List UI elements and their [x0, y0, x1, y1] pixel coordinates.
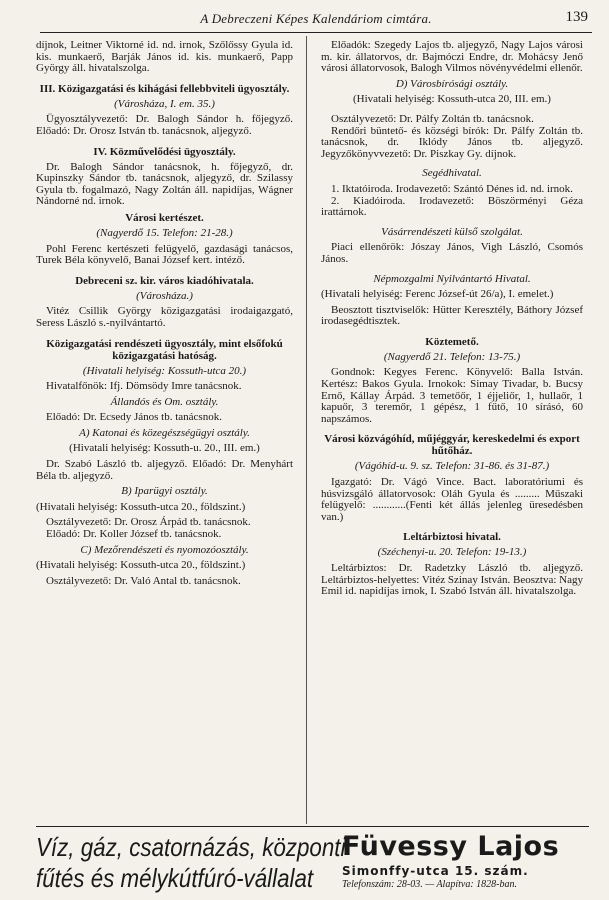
paragraph: Osztályvezető: Dr. Pálfy Zoltán tb. tanácsnok. [331, 112, 534, 125]
paragraph: Dr. Balogh Sándor tanácsnok, h. főjegyző, dr. Kupinszky Sándor tb. tanácsnok, aljegyző, dr. Szilassy Gyula tb. fogalmazó, Nagy Zoltán áll. napidíjas, Wágner Nándorné nd. irnok. [36, 160, 293, 208]
section-heading: Leltárbiztosi hivatal. [403, 531, 501, 544]
section-location: (Hivatali helyiség: Ferenc József-út 26/a), I. emelet.) [321, 288, 554, 301]
paragraph: 2. Kiadóiroda. Irodavezető: Böszörményi Géza irattárnok. [321, 194, 583, 219]
page-number: 139 [565, 9, 588, 25]
subsection-heading: A) Katonai és közegészségügyi osztály. [79, 426, 250, 439]
right-column [321, 40, 583, 598]
section-heading: Városi kertészet. [125, 211, 204, 224]
section-heading: Vásárrendészeti külső szolgálat. [381, 225, 523, 238]
paragraph: Rendőri büntető- és községi bírók: Dr. Pálfy Zoltán tb. tanácsnok, dr. Iklódy János tb. aljegyző. Jegyzőkönyvvezető: Dr. Piszkay Gy. díjnok. [321, 124, 583, 160]
paragraph: Gondnok: Kegyes Ferenc. Könyvelő: Balla István. Kertész: Bakos Gyula. Irnokok: Simay Tivadar, b. Bucsy Ernő, Kállay Árpád. 3 temetőőr, 1 éjjeliőr, 1, hullaőr, 1 kapuőr, 3 teremőr, 1 gépész, 1 fűtő, 10 sírásó, 60 napszámos. [321, 366, 583, 425]
section-heading: IV. Közművelődési ügyosztály. [93, 145, 236, 158]
section-location: (Városháza, I. em. 35.) [114, 97, 215, 110]
paragraph: Vitéz Csillik György közigazgatási irodaigazgató, Seress László s.-nyilvántartó. [36, 305, 293, 329]
section-location: (Hivatali helyiség: Kossuth-u. 20., III. em.) [69, 442, 260, 455]
section-heading: III. Közigazgatási és kihágási fellebbviteli ügyosztály. [39, 82, 290, 95]
page-header [40, 6, 592, 33]
section-heading: Debreceni sz. kir. város kiadóhivatala. [75, 274, 254, 287]
section-location: (Hivatali helyiség: Kossuth-utca 20., földszint.) [36, 500, 246, 513]
paragraph: Osztályvezető: Dr. Való Antal tb. tanácsnok. [46, 574, 241, 587]
section-location: (Nagyerdő 21. Telefon: 13-75.) [383, 350, 521, 363]
section-location: (Nagyerdő 15. Telefon: 21-28.) [96, 226, 233, 239]
paragraph: Előadó: Dr. Ecsedy János tb. tanácsnok. [46, 411, 222, 424]
column-divider [306, 36, 307, 824]
section-heading: Segédhivatal. [422, 167, 482, 180]
subsection-heading: D) Városbírósági osztály. [395, 77, 509, 90]
subsection-heading: C) Mezőrendészeti és nyomozóosztály. [80, 543, 249, 556]
section-location: (Hivatali helyiség: Kossuth-utca 20.) [82, 364, 247, 377]
ad-slogan-line: fűtés és mélykútfúró-vállalat [36, 863, 314, 893]
section-location: (Hivatali helyiség: Kossuth-utca 20., földszint.) [36, 559, 246, 572]
ad-phone: Telefonszám: 28-03. — Alapítva: 1828-ban. [342, 879, 517, 890]
paragraph: Igazgató: Dr. Vágó Vince. Bact. laboratóriumi és húsvizsgáló állatorvosok: Oláh Gyula és ......... Műszaki felügyelő: ............(Fenti két állás jelenleg üresedésben van.) [321, 476, 583, 523]
paragraph: Hivatalfőnök: Ifj. Dömsödy Imre tanácsnok. [46, 380, 242, 393]
left-column [36, 40, 293, 587]
ad-company-name: Füvessy Lajos [342, 831, 560, 862]
ad-slogan [36, 832, 345, 894]
paragraph: Piaci ellenőrök: Jószay János, Vigh László, Csomós János. [321, 241, 583, 265]
running-title: A Debreczeni Képes Kalendáriom cimtára. [200, 11, 432, 26]
ad-slogan-line: Víz, gáz, csatornázás, központi [36, 832, 346, 862]
subsection-heading: B) Iparügyi osztály. [121, 485, 208, 498]
section-heading: Városi közvágóhíd, műjéggyár, kereskedelmi és export hűtőház. [324, 433, 580, 458]
section-location: (Városháza.) [136, 289, 193, 302]
paragraph: 1. Iktatóiroda. Irodavezető: Szántó Dénes id. nd. irnok. [331, 182, 573, 195]
advertisement [36, 832, 589, 894]
section-location: (Vágóhíd-u. 9. sz. Telefon: 31-86. és 31-87.) [354, 460, 550, 473]
section-heading: Közigazgatási rendészeti ügyosztály, mint elsőfokú közigazgatási hatóság. [46, 337, 283, 362]
paragraph: Leltárbiztos: Dr. Radetzky László tb. aljegyző. Leltárbiztos-helyettes: Vitéz Szinay István. Beosztva: Nagy Emil id. napidíjas irnok, I. Szabó István áll. hivatalszolga. [321, 562, 583, 598]
subsection-heading: Állandós és Om. osztály. [110, 395, 219, 408]
section-heading: Népmozgalmi Nyilvántartó Hivatal. [373, 272, 531, 285]
paragraph: Pohl Ferenc kertészeti felügyelő, gazdasági tanácsos, Turek Béla könyvelő, Banai József kert. intéző. [36, 242, 293, 267]
section-location: (Széchenyi-u. 20. Telefon: 19-13.) [377, 546, 527, 559]
section-heading: Köztemető. [425, 335, 479, 348]
paragraph: Előadó: Dr. Koller József tb. tanácsnok. [46, 528, 222, 541]
paragraph: Beosztott tisztviselők: Hütter Keresztély, Báthory József irodasegédtisztek. [321, 303, 583, 328]
paragraph: Dr. Szabó László tb. aljegyző. Előadó: Dr. Menyhárt Béla tb. aljegyző. [36, 458, 293, 482]
ad-address: Simonffy-utca 15. szám. [342, 864, 529, 878]
paragraph: Előadók: Szegedy Lajos tb. aljegyző, Nagy Lajos városi m. kir. állatorvos, dr. Bajmóczi Endre, dr. Mohácsy Jenő városi állatorvosok, Balogh Vilmos növényvédelmi ellenőr. [321, 39, 583, 75]
footer-rule [36, 826, 589, 827]
section-location: (Hivatali helyiség: Kossuth-utca 20, III. em.) [353, 93, 551, 106]
paragraph: díjnok, Leitner Viktorné id. nd. irnok, Szőlőssy Gyula id. kis. munkaerő, Barják János id. kis. munkaerő, Papp György áll. hivatalszolga. [36, 39, 293, 75]
paragraph: Osztályvezető: Dr. Orosz Árpád tb. tanácsnok. [46, 516, 251, 529]
paragraph: Ügyosztályvezető: Dr. Balogh Sándor h. főjegyző. Előadó: Dr. Orosz István tb. tanácsnok, aljegyző. [36, 113, 293, 137]
